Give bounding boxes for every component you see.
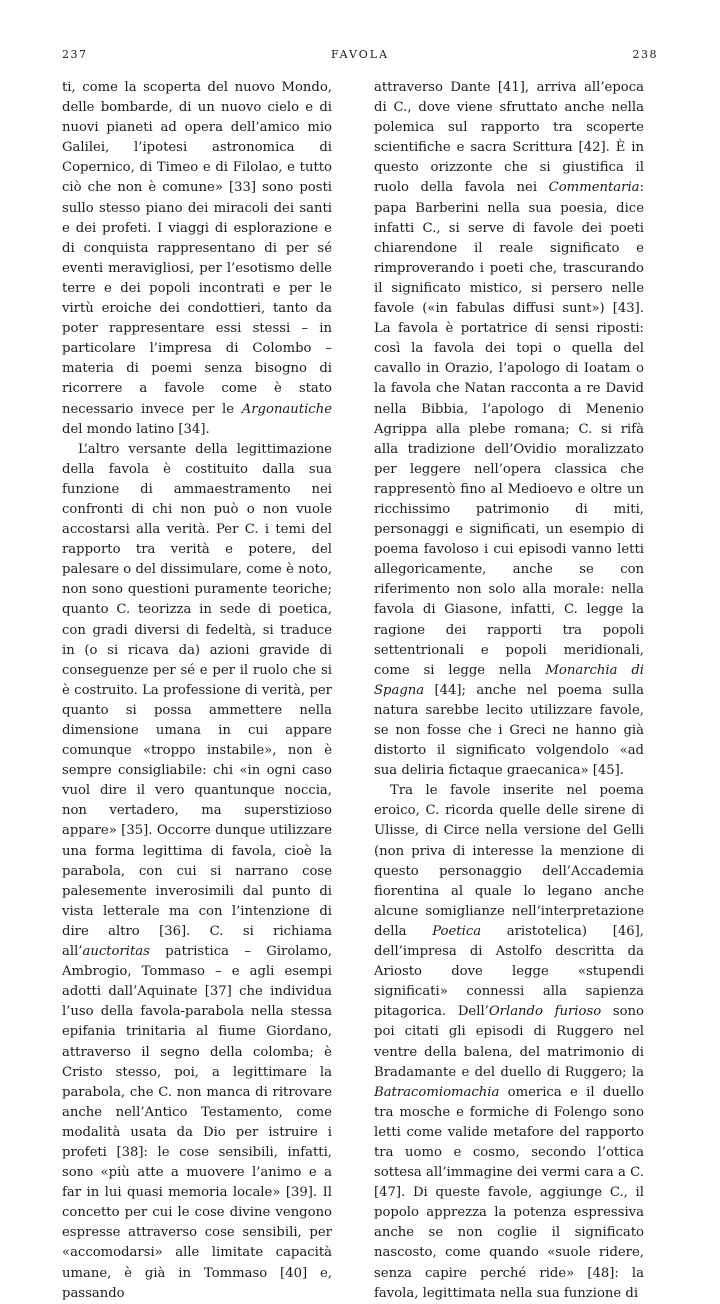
- paragraph: [62, 440, 332, 1304]
- text-run: : papa Barberini nella sua poesia, dice infatti C., si serve di favole dei poeti chiarendone il reale significato e rimproverando i poeti che, trascurando il significato mistico, si persero nelle favole («in fabulas diffusi sunt») [43]. La favola è portatrice di sensi riposti: così la favola dei topi o quella del cavallo in Orazio, l’apologo di Ioatam o la favola che Natan racconta a re David nella Bibbia, l’apologo di Menenio Agrippa alla plebe romana; C. si rifà alla tradizione dell’Ovidio moralizzato per leggere nell’opera classica che rappresentò fino al Medioevo e oltre un ricchissimo patrimonio di miti, personaggi e significati, un esempio di poema favoloso i cui episodi vanno letti allegoricamente, anche se con riferimento non solo alla morale: nella favola di Giasone, infatti, C. legge la ragione dei rapporti tra popoli settentrionali e popoli meridionali, come si legge nella: [374, 180, 644, 678]
- text-run: del mondo latino [34].: [62, 421, 210, 437]
- text-run: attraverso Dante [41], arriva all’epoca di C., dove viene sfruttato anche nella polemica sul rapporto tra scoperte scientifiche e sacra Scrittura [42]. È in questo orizzonte che si giustifica il ruolo della favola nei: [374, 80, 644, 196]
- italic-title: Argonautiche: [241, 401, 332, 417]
- paragraph: [62, 78, 332, 440]
- page-number-left: 237: [62, 48, 88, 61]
- right-column: [374, 78, 644, 1301]
- running-head-title: FAVOLA: [330, 48, 390, 61]
- italic-title: Batracomiomachia: [374, 1084, 500, 1100]
- left-column: [62, 78, 332, 1301]
- italic-title: Monarchia di Spagna: [374, 662, 644, 698]
- text-run: patristica – Girolamo, Ambrogio, Tommaso – e agli esempi adotti dall’Aquinate [37] che individua l’uso della favola-parabola nella stessa epifania trinitaria al fiume Giordano, attraverso il segno della colomba; è Cristo stesso, poi, a legittimare la parabola, che C. non manca di ritrovare anche nell’Antico Testamento, come modalità usata da Dio per istruire i profeti [38]: le cose sensibili, infatti, sono «più atte a muovere l’animo e a far in lui quasi memoria locale» [39]. Il concetto per cui le cose divine vengono espresse attraverso cose sensibili, per «accomodarsi» alle limitate capacità umane, è già in Tommaso [40] e, passando: [62, 944, 332, 1301]
- text-run: Tra le favole inserite nel poema eroico, C. ricorda quelle delle sirene di Ulisse, di Circe nella versione del Gelli (non priva di interesse la menzione di questo personaggio dell’Accademia fiorentina al quale lo legano anche alcune somiglianze nell’interpretazione della: [374, 783, 644, 939]
- text-run: omerica e il duello tra mosche e formiche di Folengo sono letti come valide metafore del rapporto tra uomo e cosmo, secondo l’ottica sottesa all’immagine dei vermi cara a C. [47]. Di queste favole, aggiunge C., il popolo apprezza la potenza espressiva anche se non coglie il significato nascosto, come quando «suole ridere, senza capire perché ride» [48]: la favola, legittimata nella sua funzione di: [374, 1084, 644, 1301]
- paragraph: [374, 78, 644, 781]
- italic-title: auctoritas: [82, 944, 150, 960]
- text-run: sono poi citati gli episodi di Ruggero nel ventre della balena, del matrimonio di Bradamante e del duello di Ruggero; la: [374, 1004, 644, 1080]
- page-number-right: 238: [632, 48, 658, 61]
- text-run: aristotelica) [46], dell’impresa di Astolfo descritta da Ariosto dove legge «stupendi significati» connessi alla sapienza pitagorica. Dell’: [374, 923, 644, 1020]
- italic-title: Orlando furioso: [488, 1004, 602, 1020]
- italic-title: Commentaria: [548, 180, 640, 196]
- text-run: L’altro versante della legittimazione della favola è costituito dalla sua funzione di ammaestramento nei confronti di chi non può o non vuole accostarsi alla verità. Per C. i temi del rapporto tra verità e potere, del palesare o del dissimulare, come è noto, non sono questioni puramente teoriche; quanto C. teorizza in sede di poetica, con gradi diversi di fedeltà, si traduce in (o si ricava da) azioni gravide di conseguenze per sé e per il ruolo che si è costruito. La professione di verità, per quanto si possa ammettere nella dimensione umana in cui appare comunque «troppo instabile», non è sempre consigliabile: chi «in ogni caso vuol dire il vero quantunque noccia, non vertadero, ma superstizioso appare» [35]. Occorre dunque utilizzare una forma legittima di favola, cioè la parabola, con cui si narrano cose palesemente inverosimili dal punto di vista letterale ma con l’intenzione di dire altro [36]. C. si richiama all’: [62, 441, 332, 960]
- paragraph: [374, 781, 644, 1303]
- text-run: [44]; anche nel poema sulla natura sarebbe lecito utilizzare favole, se non fosse che i Greci ne hanno già distorto il significato volgendolo «ad sua deliria fictaque graecanica» [45].: [374, 682, 644, 779]
- running-header: [62, 48, 658, 68]
- italic-title: Poetica: [432, 923, 482, 939]
- text-run: ti, come la scoperta del nuovo Mondo, delle bombarde, di un nuovo cielo e di nuovi pianeti ad opera dell’amico mio Galilei, l’ipotesi astronomica di Copernico, di Timeo e di Filolao, e tutto ciò che non è comune» [33] sono posti sullo stesso piano dei miracoli dei santi e dei profeti. I viaggi di esplorazione e di conquista rappresentano di per sé eventi meravigliosi, per l’esotismo delle terre e dei popoli incontrati e per le virtù eroiche dei condottieri, tanto da poter rappresentare essi stessi – in particolare l’impresa di Colombo – materia di poemi senza bisogno di ricorrere a favole come è stato necessario invece per le: [62, 80, 332, 417]
